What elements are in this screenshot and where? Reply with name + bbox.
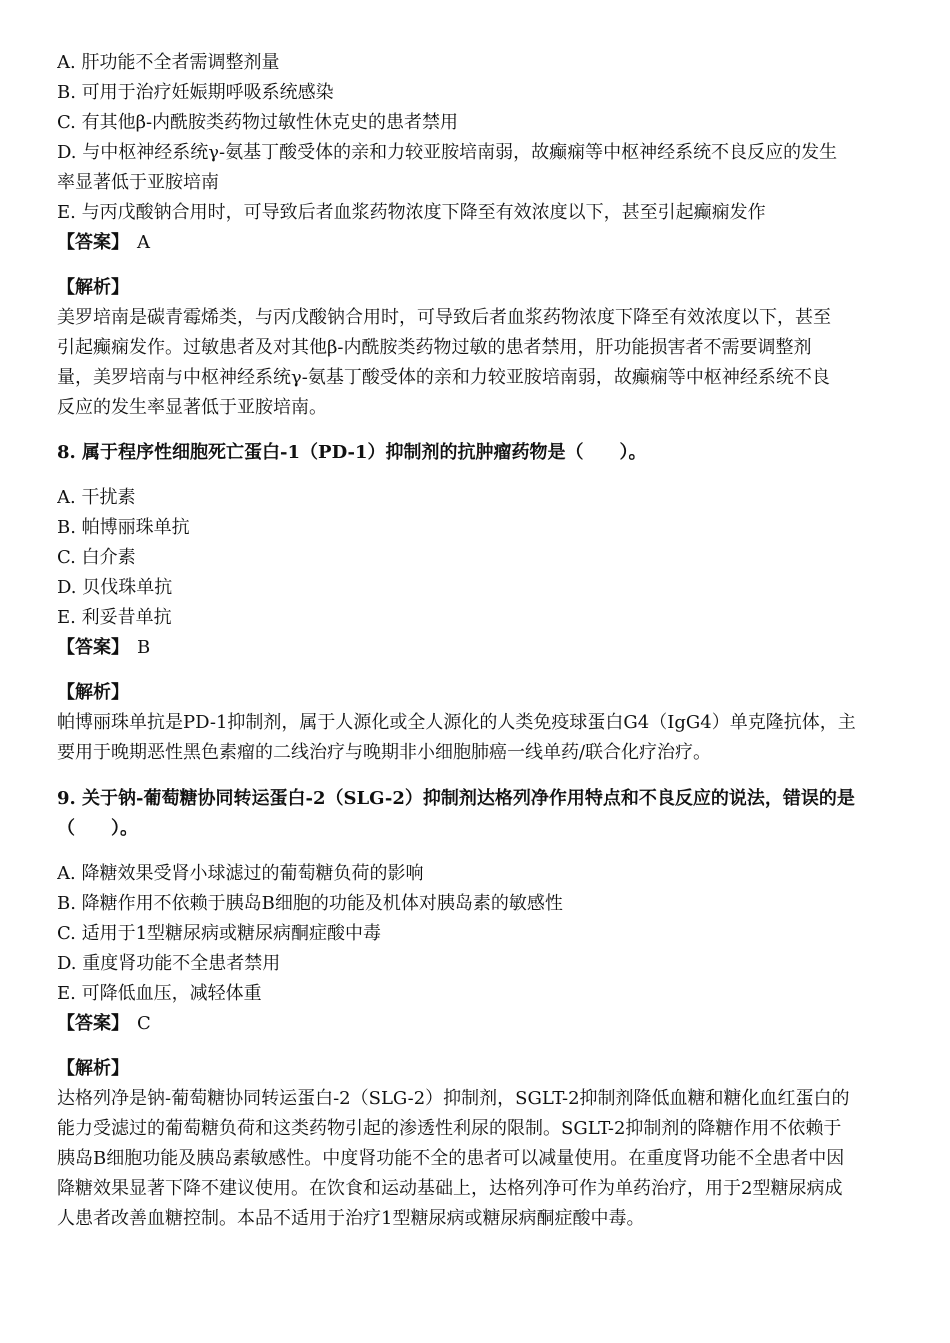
analysis-text: 达格列净是钠-葡萄糖协同转运蛋白-2（SLG-2）抑制剂，SGLT-2抑制剂降低血糖和糖化血红蛋白的 (57, 1088, 850, 1109)
option-a: A. 肝功能不全者需调整剂量 (57, 52, 280, 73)
option-e: E. 可降低血压，减轻体重 (57, 983, 262, 1004)
option-e: E. 与丙戊酸钠合用时，可导致后者血浆药物浓度下降至有效浓度以下，甚至引起癫痫发作 (57, 202, 766, 223)
answer-line (57, 1009, 893, 1039)
analysis-text: 能力受滤过的葡萄糖负荷和这类药物引起的渗透性利尿的限制。SGLT-2抑制剂的降糖作用不依赖于 (57, 1118, 842, 1139)
analysis-text: 帕博丽珠单抗是PD-1抑制剂，属于人源化或全人源化的人类免疫球蛋白G4（IgG4）单克隆抗体，主 (57, 712, 856, 733)
answer-value: A (137, 232, 150, 253)
option-b: B. 可用于治疗妊娠期呼吸系统感染 (57, 82, 334, 103)
answer-label: 【答案】 (57, 232, 129, 253)
analysis-text: 引起癫痫发作。过敏患者及对其他β-内酰胺类药物过敏的患者禁用，肝功能损害者不需要调整剂 (57, 337, 812, 358)
option-b: B. 帕博丽珠单抗 (57, 517, 190, 538)
question-9-continued: （ ）。 (57, 818, 138, 839)
analysis-text: 人患者改善血糖控制。本品不适用于治疗1型糖尿病或糖尿病酮症酸中毒。 (57, 1208, 645, 1229)
option-a: A. 降糖效果受肾小球滤过的葡萄糖负荷的影响 (57, 863, 424, 884)
question-9: 9. 关于钠-葡萄糖协同转运蛋白-2（SLG-2）抑制剂达格列净作用特点和不良反应的说法，错误的是 (57, 788, 855, 809)
analysis-text: 量，美罗培南与中枢神经系统γ-氨基丁酸受体的亲和力较亚胺培南弱，故癫痫等中枢神经系统不良 (57, 367, 830, 388)
answer-label: 【答案】 (57, 637, 129, 658)
analysis-text: 胰岛B细胞功能及胰岛素敏感性。中度肾功能不全的患者可以减量使用。在重度肾功能不全患者中因 (57, 1148, 845, 1169)
option-d: D. 重度肾功能不全患者禁用 (57, 953, 281, 974)
option-e: E. 利妥昔单抗 (57, 607, 172, 628)
answer-value: B (137, 637, 151, 658)
analysis-text: 要用于晚期恶性黑色素瘤的二线治疗与晚期非小细胞肺癌一线单药/联合化疗治疗。 (57, 742, 712, 763)
option-d: D. 与中枢神经系统γ-氨基丁酸受体的亲和力较亚胺培南弱，故癫痫等中枢神经系统不良反应的发生 (57, 142, 838, 163)
question-8: 8. 属于程序性细胞死亡蛋白-1（PD-1）抑制剂的抗肿瘤药物是（ ）。 (57, 442, 647, 463)
option-c: C. 有其他β-内酰胺类药物过敏性休克史的患者禁用 (57, 112, 459, 133)
analysis-label: 【解析】 (57, 1058, 129, 1079)
answer-label: 【答案】 (57, 1013, 129, 1034)
option-a: A. 干扰素 (57, 487, 136, 508)
answer-value: C (137, 1013, 151, 1034)
option-b: B. 降糖作用不依赖于胰岛B细胞的功能及机体对胰岛素的敏感性 (57, 893, 563, 914)
answer-line (57, 633, 893, 663)
analysis-label: 【解析】 (57, 277, 129, 298)
analysis-text: 反应的发生率显著低于亚胺培南。 (57, 397, 327, 418)
analysis-text: 降糖效果显著下降不建议使用。在饮食和运动基础上，达格列净可作为单药治疗，用于2型糖尿病成 (57, 1178, 843, 1199)
option-c: C. 适用于1型糖尿病或糖尿病酮症酸中毒 (57, 923, 382, 944)
option-c: C. 白介素 (57, 547, 136, 568)
option-d-continued: 率显著低于亚胺培南 (57, 172, 219, 193)
option-d: D. 贝伐珠单抗 (57, 577, 173, 598)
analysis-text: 美罗培南是碳青霉烯类，与丙戊酸钠合用时，可导致后者血浆药物浓度下降至有效浓度以下，甚至 (57, 307, 831, 328)
analysis-label: 【解析】 (57, 682, 129, 703)
answer-line (57, 228, 893, 258)
